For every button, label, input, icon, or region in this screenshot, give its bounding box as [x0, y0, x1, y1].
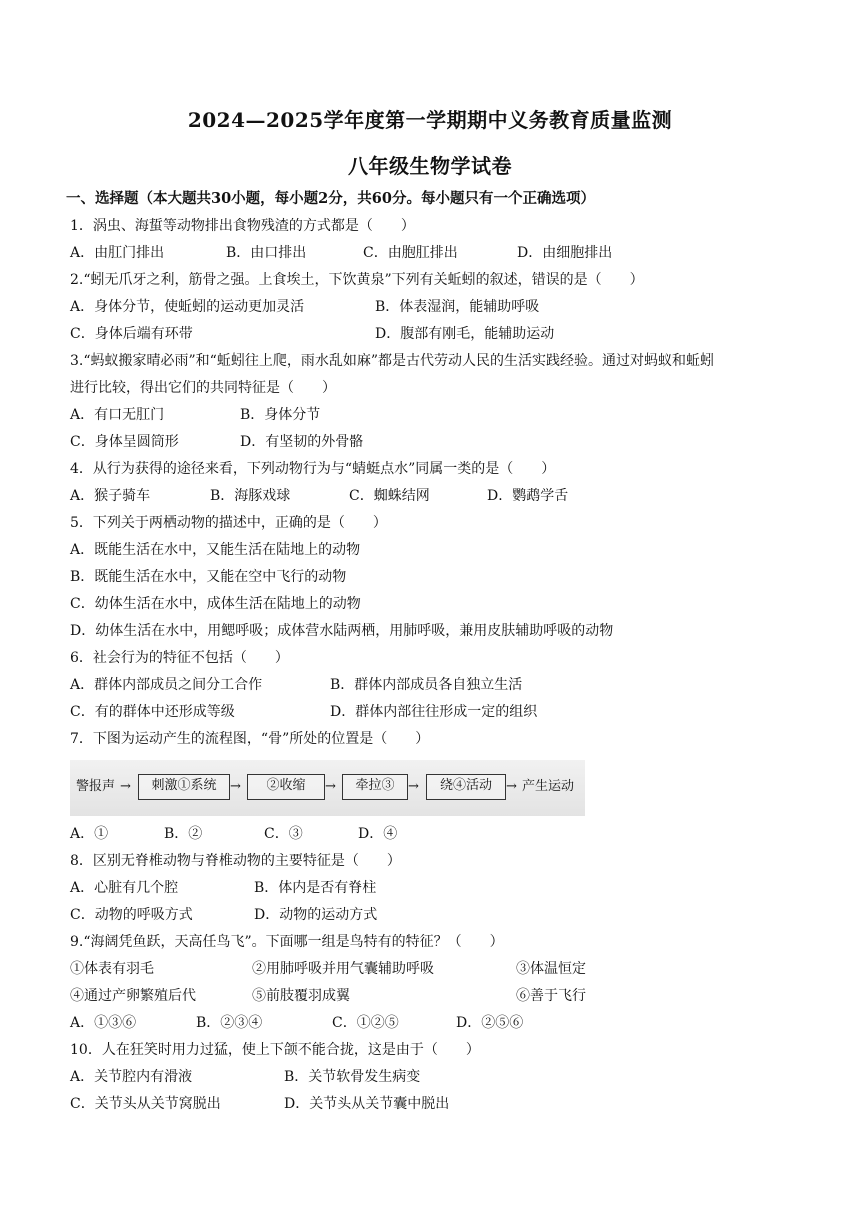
question-6-stem: 6．社会行为的特征不包括（ ） [70, 650, 289, 666]
question-8-stem: 8．区别无脊椎动物与脊椎动物的主要特征是（ ） [70, 853, 401, 869]
option-c: C．有的群体中还形成等级 [70, 704, 235, 720]
option-a: A．身体分节，使蚯蚓的运动更加灵活 [70, 299, 305, 315]
item-4: ④通过产卵繁殖后代 [70, 988, 196, 1004]
option-d: D．④ [358, 826, 398, 842]
option-d: D．动物的运动方式 [254, 907, 378, 923]
flow-box-4: 绕④活动 [426, 774, 506, 800]
exam-subtitle: 八年级生物学试卷 [348, 154, 512, 178]
option-b: B．② [164, 826, 203, 842]
option-a: A．①③⑥ [70, 1015, 137, 1031]
option-c: C．关节头从关节窝脱出 [70, 1096, 221, 1112]
option-d: D．关节头从关节囊中脱出 [284, 1096, 450, 1112]
flow-box-2: ②收缩 [247, 774, 325, 800]
option-c: C．蜘蛛结网 [349, 488, 430, 504]
option-c: C．动物的呼吸方式 [70, 907, 193, 923]
option-a: A．由肛门排出 [70, 245, 165, 261]
option-b: B．海豚戏球 [210, 488, 291, 504]
item-1: ①体表有羽毛 [70, 961, 154, 977]
option-d: D．幼体生活在水中，用鳃呼吸；成体营水陆两栖，用肺呼吸，兼用皮肤辅助呼吸的动物 [70, 623, 614, 639]
option-d: D．②⑤⑥ [456, 1015, 524, 1031]
item-2: ②用肺呼吸并用气囊辅助呼吸 [252, 961, 434, 977]
option-a: A．群体内部成员之间分工合作 [70, 677, 263, 693]
arrow-icon: → [408, 779, 419, 794]
option-b: B．体内是否有脊柱 [254, 880, 377, 896]
section-heading: 一、选择题（本大题共30小题，每小题2分，共60分。每小题只有一个正确选项） [66, 190, 595, 207]
question-9-stem: 9.“海阔凭鱼跃，天高任鸟飞”。下面哪一组是鸟特有的特征？（ ） [70, 934, 504, 950]
flow-start-label: 警报声 [76, 779, 116, 794]
option-a: A．关节腔内有滑液 [70, 1069, 193, 1085]
arrow-icon: → [230, 779, 241, 794]
option-d: D．群体内部往往形成一定的组织 [330, 704, 538, 720]
option-a: A．有口无肛门 [70, 407, 165, 423]
movement-flowchart [70, 760, 585, 816]
option-c: C．③ [264, 826, 303, 842]
option-c: C．由胞肛排出 [363, 245, 458, 261]
item-3: ③体温恒定 [516, 961, 586, 977]
item-6: ⑥善于飞行 [516, 988, 586, 1004]
question-3-stem-line2: 进行比较，得出它们的共同特征是（ ） [70, 380, 336, 396]
option-c: C．幼体生活在水中，成体生活在陆地上的动物 [70, 596, 361, 612]
option-d: D．鹦鹉学舌 [487, 488, 569, 504]
exam-title: 2024—2025学年度第一学期期中义务教育质量监测 [187, 108, 673, 132]
flow-box-1: 刺激①系统 [138, 774, 230, 800]
option-b: B．体表湿润，能辅助呼吸 [375, 299, 540, 315]
option-b: B．关节软骨发生病变 [284, 1069, 421, 1085]
arrow-icon: → [325, 779, 336, 794]
option-d: D．有坚韧的外骨骼 [240, 434, 364, 450]
option-b: B．既能生活在水中，又能在空中飞行的动物 [70, 569, 347, 585]
question-3-stem-line1: 3.“蚂蚁搬家晴必雨”和“蚯蚓往上爬，雨水乱如麻”都是古代劳动人民的生活实践经验。通过对蚂蚁和蚯蚓 [70, 353, 714, 369]
arrow-icon: → [120, 779, 131, 794]
option-b: B．群体内部成员各自独立生活 [330, 677, 523, 693]
option-d: D．由细胞排出 [517, 245, 613, 261]
option-b: B．由口排出 [226, 245, 307, 261]
flow-box-3: 牵拉③ [342, 774, 408, 800]
option-a: A．猴子骑车 [70, 488, 151, 504]
option-b: B．身体分节 [240, 407, 321, 423]
question-1-stem: 1．涡虫、海蜇等动物排出食物残渣的方式都是（ ） [70, 218, 415, 234]
option-d: D．腹部有刚毛，能辅助运动 [375, 326, 555, 342]
option-a: A．① [70, 826, 109, 842]
option-c: C．身体呈圆筒形 [70, 434, 179, 450]
option-a: A．心脏有几个腔 [70, 880, 179, 896]
question-4-stem: 4．从行为获得的途径来看，下列动物行为与“蜻蜓点水”同属一类的是（ ） [70, 461, 556, 477]
option-c: C．身体后端有环带 [70, 326, 193, 342]
question-5-stem: 5．下列关于两栖动物的描述中，正确的是（ ） [70, 515, 387, 531]
option-b: B．②③④ [196, 1015, 263, 1031]
option-a: A．既能生活在水中，又能生活在陆地上的动物 [70, 542, 361, 558]
question-10-stem: 10．人在狂笑时用力过猛，使上下颌不能合拢，这是由于（ ） [70, 1042, 480, 1058]
arrow-icon: → [506, 779, 517, 794]
flow-end-label: 产生运动 [522, 779, 575, 794]
question-2-stem: 2.“蚓无爪牙之利，筋骨之强。上食埃土，下饮黄泉”下列有关蚯蚓的叙述，错误的是（ ） [70, 272, 644, 288]
item-5: ⑤前肢覆羽成翼 [252, 988, 350, 1004]
question-7-stem: 7．下图为运动产生的流程图，“骨”所处的位置是（ ） [70, 731, 430, 747]
option-c: C．①②⑤ [332, 1015, 399, 1031]
